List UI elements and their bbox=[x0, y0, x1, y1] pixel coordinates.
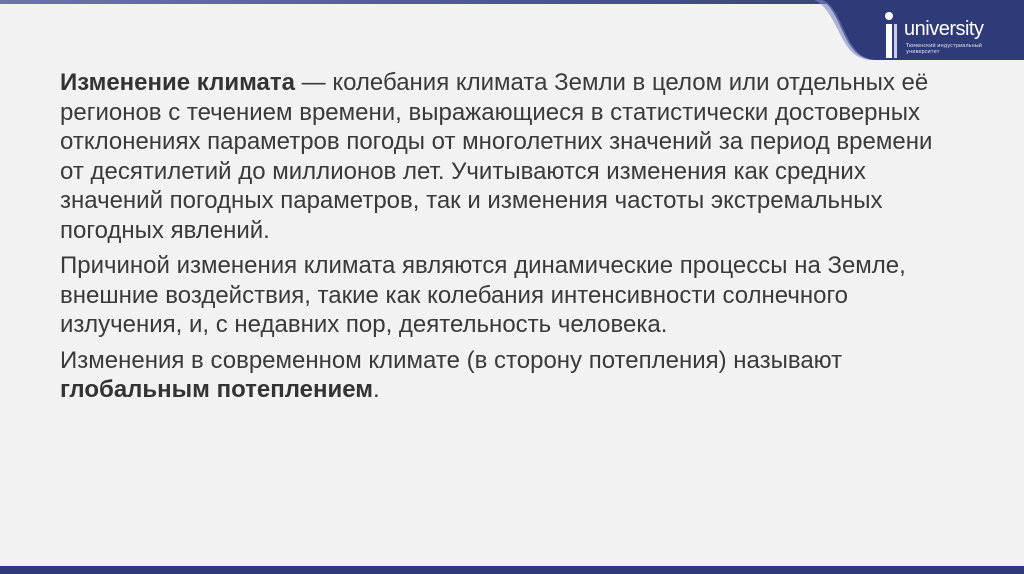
causes-text: Причиной изменения климата являются динамические процессы на Земле, внешние воздействия, такие как колебания интенсивности солнечного излучения, и, с недавних пор, деятельность человека. bbox=[60, 252, 906, 338]
paragraph-causes bbox=[60, 251, 960, 340]
university-mark-icon bbox=[880, 10, 902, 62]
definition-text: — колебания климата Земли в целом или отдельных её регионов с течением времени, выражающиеся в статистически достоверных отклонениях параметров погоды от многолетних значений за период времени от десятилетий до миллионов лет. Учитываются изменения как средних значений погодных параметров, так и изменения частоты экстремальных погодных явлений. bbox=[60, 69, 933, 244]
warming-text-after: . bbox=[373, 376, 380, 403]
logo-subtitle: Тюменский индустриальный университет bbox=[906, 43, 982, 55]
term-climate-change: Изменение климата bbox=[60, 69, 295, 96]
footer-line bbox=[0, 566, 1024, 574]
term-global-warming: глобальным потеплением bbox=[60, 376, 374, 403]
logo-wordmark: university bbox=[904, 18, 984, 40]
slide-body bbox=[60, 68, 960, 411]
paragraph-definition bbox=[60, 68, 960, 245]
header-band bbox=[0, 0, 1024, 60]
warming-text-before: Изменения в современном климате (в сторону потепления) называют bbox=[60, 346, 843, 374]
university-logo bbox=[880, 6, 1020, 66]
paragraph-global-warming bbox=[60, 346, 960, 405]
